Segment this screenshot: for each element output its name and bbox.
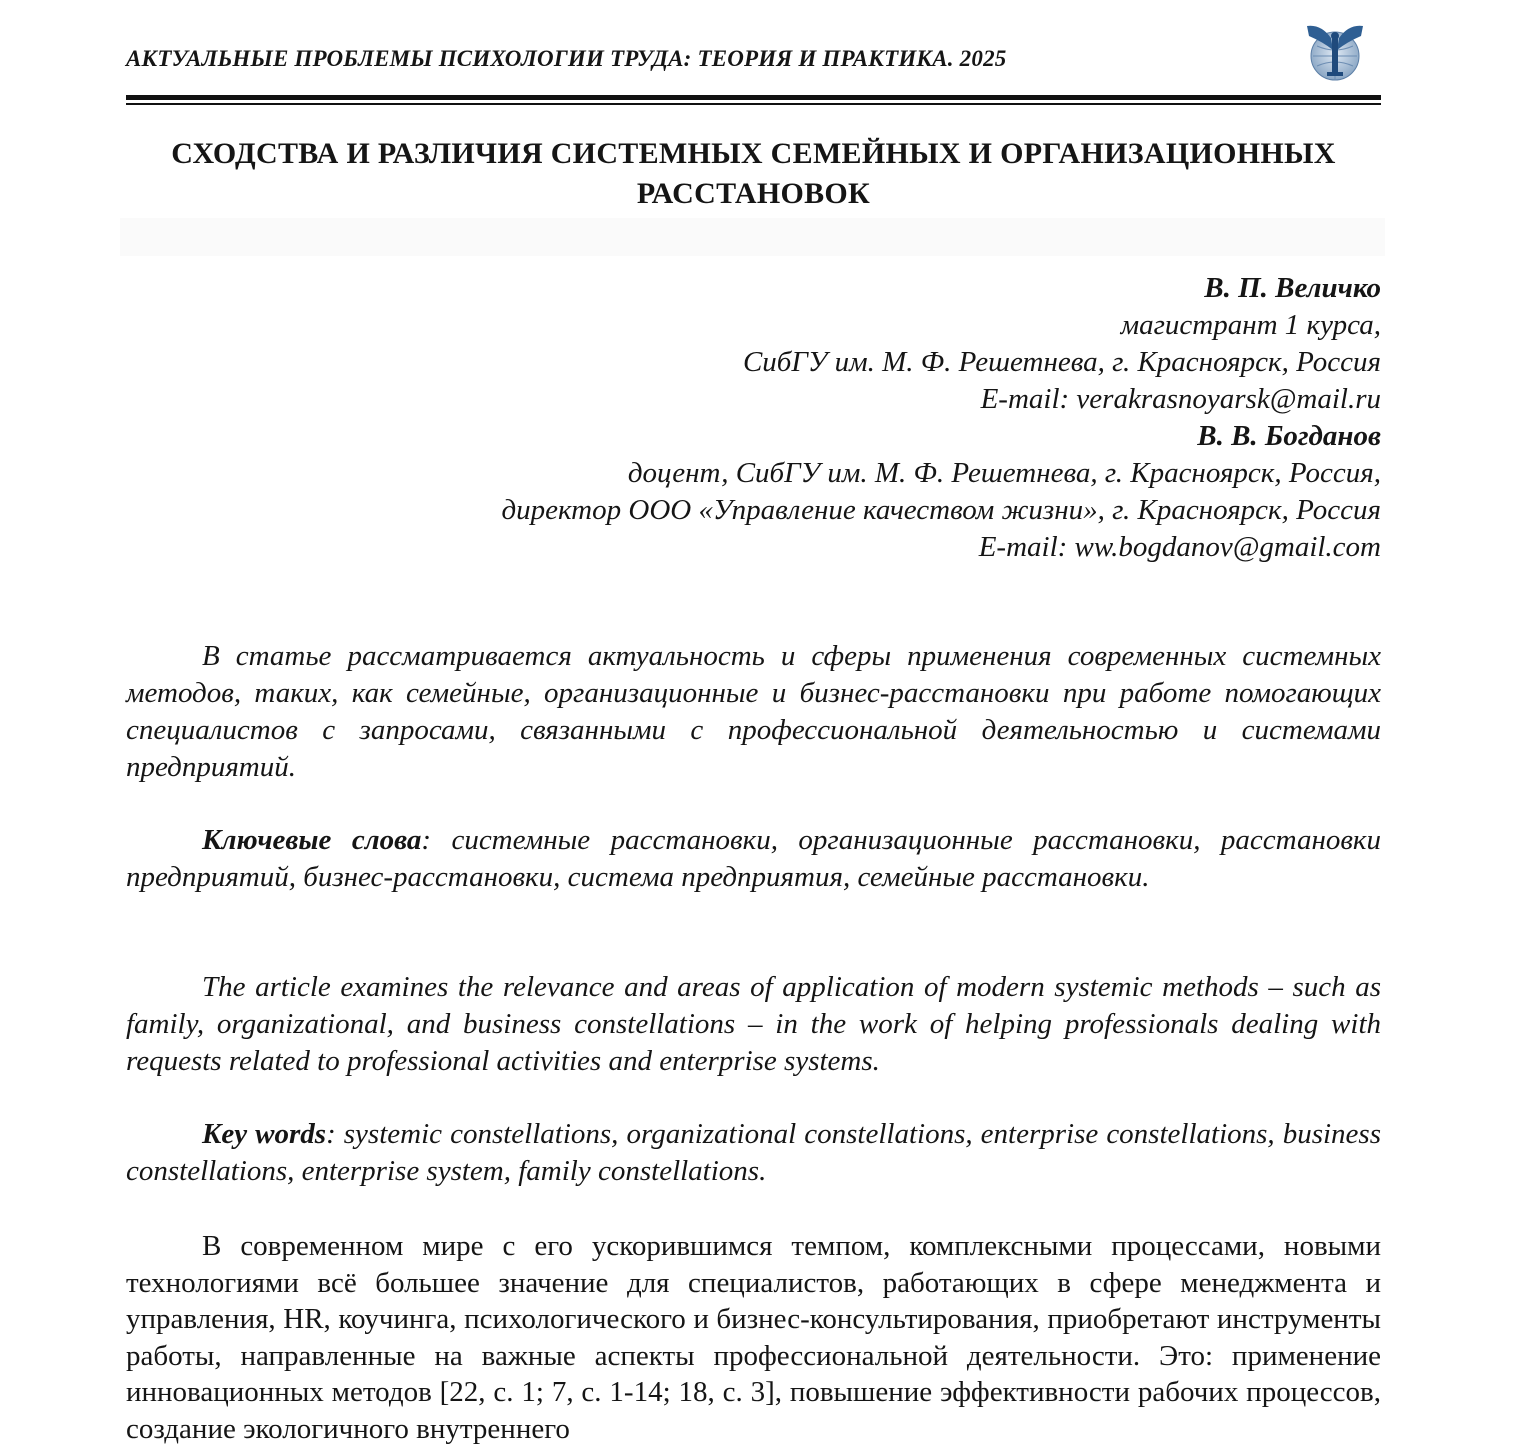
keywords-russian	[126, 822, 1381, 896]
author-name: В. В. Богданов	[1197, 420, 1381, 452]
abstract-russian-text: В статье рассматривается актуальность и сферы применения современных системных методов, таких, как семейные, организационные и бизнес-расстановки при работе помогающих специалистов с запросами, связанными с профессиональной деятельностью и системами предприятий.	[126, 640, 1381, 783]
author-name: В. П. Величко	[1204, 272, 1381, 304]
abstract-english	[126, 969, 1381, 1080]
keywords-english-label: Key words	[202, 1118, 327, 1150]
keywords-russian-label: Ключевые слова	[202, 824, 422, 856]
abstract-russian	[126, 638, 1381, 786]
keywords-english	[126, 1116, 1381, 1190]
body-paragraph	[126, 1228, 1381, 1447]
keywords-english-text: : systemic constellations, organizational constellations, enterprise constellations, business constellations, enterprise system, family constellations.	[126, 1118, 1382, 1187]
university-emblem-icon	[1303, 20, 1367, 84]
author-affiliation-line: магистрант 1 курса,	[1120, 309, 1381, 341]
running-head: АКТУАЛЬНЫЕ ПРОБЛЕМЫ ПСИХОЛОГИИ ТРУДА: ТЕОРИЯ И ПРАКТИКА. 2025	[126, 46, 1007, 71]
header-rule-thin	[126, 103, 1381, 105]
article-title	[126, 134, 1381, 214]
author-email: E-mail: ww.bogdanov@gmail.com	[978, 531, 1381, 563]
author-affiliation-line: СибГУ им. М. Ф. Решетнева, г. Красноярск, Россия	[742, 346, 1381, 378]
authors-block	[126, 270, 1381, 566]
author-email: E-mail: verakrasnoyarsk@mail.ru	[980, 383, 1381, 415]
article-title-line-1: СХОДСТВА И РАЗЛИЧИЯ СИСТЕМНЫХ СЕМЕЙНЫХ И ОРГАНИЗАЦИОННЫХ	[171, 137, 1336, 170]
scan-shade	[120, 218, 1385, 256]
body-paragraph-text: В современном мире с его ускорившимся темпом, комплексными процессами, новыми технологиями всё большее значение для специалистов, работающих в сфере менеджмента и управления, HR, коучинга, психологического и бизнес-консультирования, приобретают инструменты работы, направленные на важные аспекты профессиональной деятельности. Это: применение инновационных методов [22, с. 1; 7, с. 1-14; 18, с. 3], повышение эффективности рабочих процессов, создание экологичного внутреннего	[126, 1230, 1381, 1445]
header-rule-thick	[126, 95, 1381, 100]
author-affiliation-line: директор ООО «Управление качеством жизни», г. Красноярск, Россия	[501, 494, 1381, 526]
keywords-russian-text: : системные расстановки, организационные расстановки, расстановки предприятий, бизнес-расстановки, система предприятия, семейные расстановки.	[126, 824, 1381, 893]
author-affiliation-line: доцент, СибГУ им. М. Ф. Решетнева, г. Красноярск, Россия,	[627, 457, 1381, 489]
abstract-english-text: The article examines the relevance and areas of application of modern systemic methods – such as family, organizational, and business constellations – in the work of helping professionals dealing with requests related to professional activities and enterprise systems.	[126, 971, 1381, 1077]
article-title-line-2: РАССТАНОВОК	[636, 177, 871, 210]
